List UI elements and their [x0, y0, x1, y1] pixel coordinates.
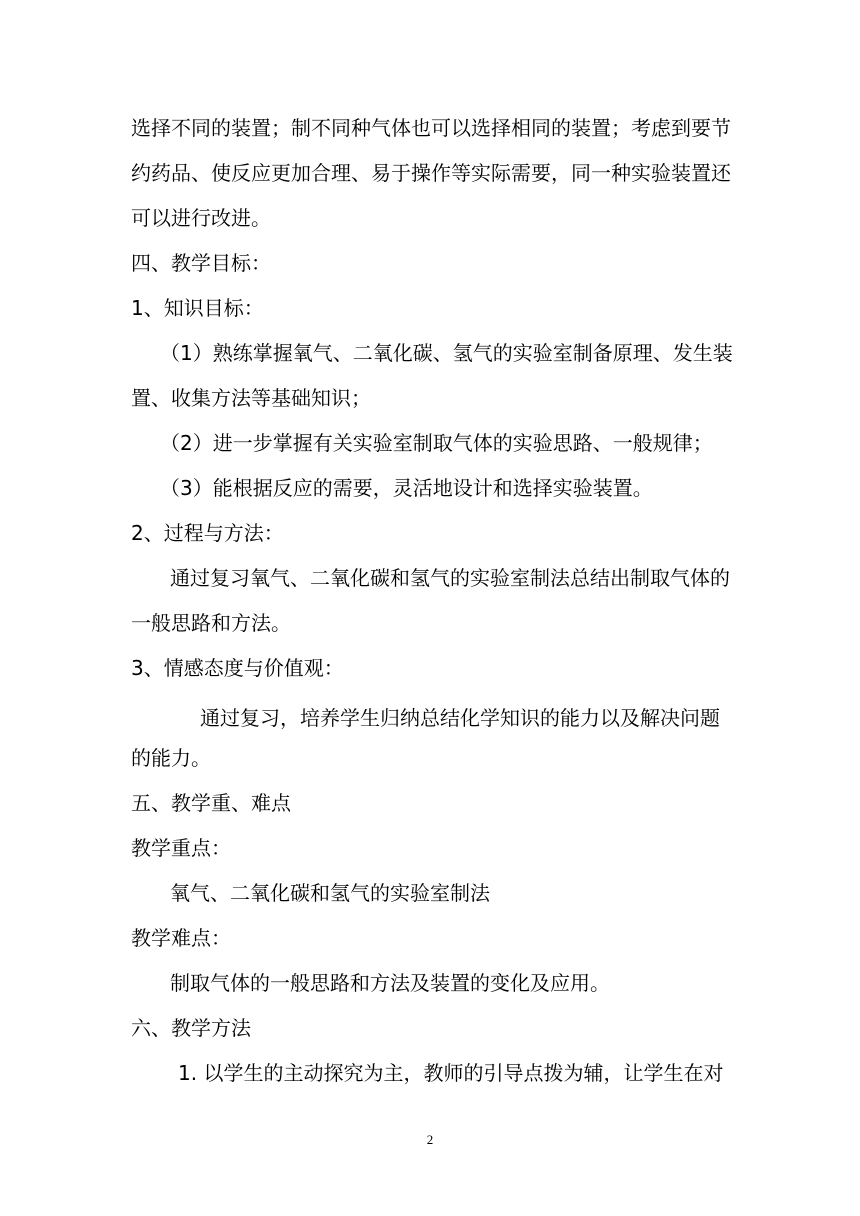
list-item: （1）熟练掌握氧气、二氧化碳、氢气的实验室制备原理、发生装	[160, 341, 733, 365]
body-text-line: 约药品、使反应更加合理、易于操作等实际需要，同一种实验装置还	[131, 161, 731, 185]
body-text-line: 置、收集方法等基础知识；	[131, 386, 371, 410]
section-heading: 六、教学方法	[131, 1016, 251, 1040]
body-text-line: 通过复习氧气、二氧化碳和氢气的实验室制法总结出制取气体的	[170, 566, 730, 590]
body-text-line: 选择不同的装置；制不同种气体也可以选择相同的装置；考虑到要节	[131, 116, 731, 140]
subsection-heading: 1、知识目标：	[131, 296, 264, 320]
page-number: 2	[426, 1132, 434, 1147]
list-item: （3）能根据反应的需要，灵活地设计和选择实验装置。	[160, 476, 653, 500]
body-text-line: 通过复习，培养学生归纳总结化学知识的能力以及解决问题	[200, 706, 720, 730]
body-text-line: 制取气体的一般思路和方法及装置的变化及应用。	[170, 971, 610, 995]
subsection-heading: 教学难点：	[131, 926, 231, 950]
section-heading: 五、教学重、难点	[131, 791, 291, 815]
body-text-line: 氧气、二氧化碳和氢气的实验室制法	[170, 881, 490, 905]
body-text-line: 可以进行改进。	[131, 206, 271, 230]
list-item: （2）进一步掌握有关实验室制取气体的实验思路、一般规律；	[160, 431, 713, 455]
body-text-line: 一般思路和方法。	[131, 611, 291, 635]
section-heading: 四、教学目标：	[131, 251, 271, 275]
list-item: 1. 以学生的主动探究为主，教师的引导点拨为辅，让学生在对	[178, 1061, 724, 1085]
subsection-heading: 2、过程与方法：	[131, 521, 284, 545]
body-text-line: 的能力。	[131, 746, 211, 770]
subsection-heading: 教学重点：	[131, 836, 231, 860]
subsection-heading: 3、情感态度与价值观：	[131, 656, 344, 680]
